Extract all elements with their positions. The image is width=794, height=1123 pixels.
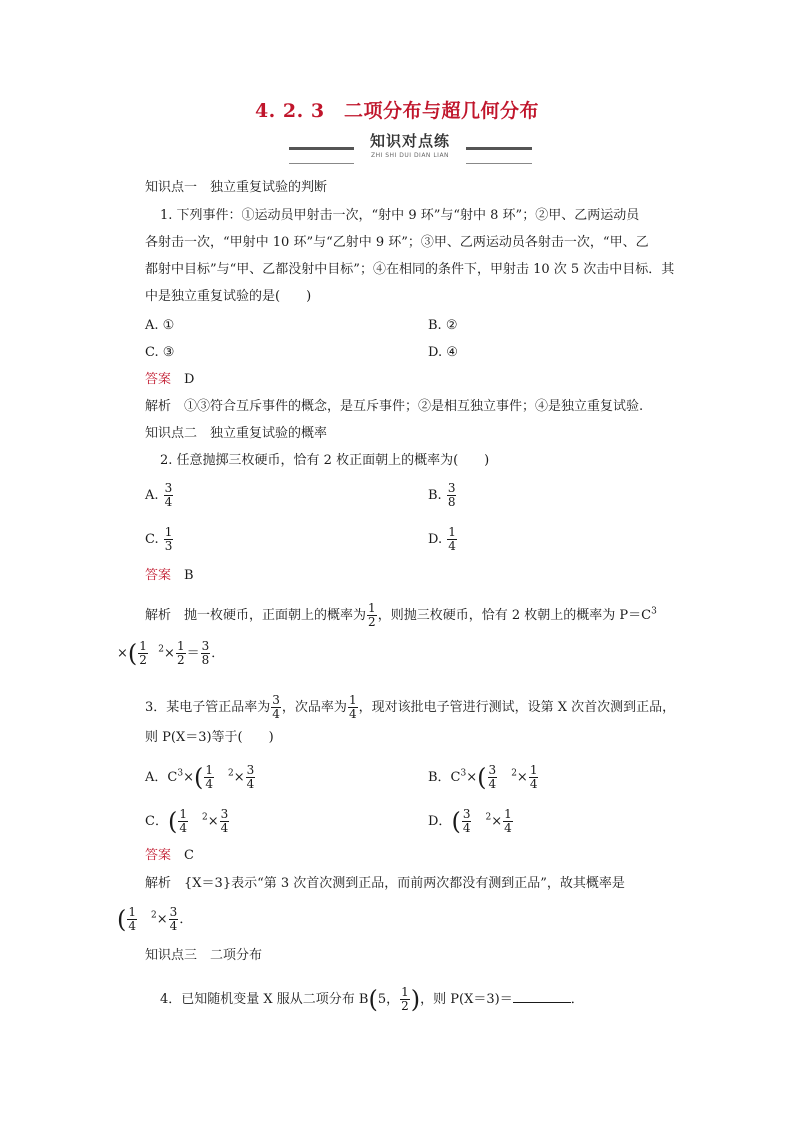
times-sign: × bbox=[491, 814, 503, 829]
denominator: 4 bbox=[488, 777, 497, 791]
answer-value: C bbox=[184, 848, 194, 863]
fraction bbox=[178, 808, 188, 835]
times-sign: × bbox=[516, 770, 528, 785]
numerator: 3 bbox=[246, 763, 255, 777]
fraction bbox=[271, 694, 281, 721]
times-sign: × bbox=[183, 770, 194, 785]
superscript: 3 bbox=[460, 768, 467, 779]
stem-text: 3．某电子管正品率为 bbox=[145, 700, 271, 715]
fraction-result bbox=[201, 640, 211, 667]
q3-option-a bbox=[145, 764, 256, 791]
fraction bbox=[220, 808, 230, 835]
superscript: 2 bbox=[228, 768, 234, 779]
superscript: 2 bbox=[151, 910, 157, 921]
denominator: 4 bbox=[128, 919, 137, 933]
denominator: 4 bbox=[529, 777, 538, 791]
analysis-label: 解析 bbox=[145, 399, 172, 414]
numerator: 1 bbox=[139, 639, 147, 653]
times-sign: × bbox=[156, 912, 168, 927]
q1-option-d: D. ④ bbox=[428, 345, 458, 360]
numerator: 1 bbox=[348, 693, 357, 707]
q2-stem: 2. 任意抛掷三枚硬币，恰有 2 枚正面朝上的概率为( ) bbox=[160, 453, 490, 468]
denominator: 4 bbox=[205, 777, 213, 791]
analysis-label: 解析 bbox=[145, 876, 172, 891]
denominator: 4 bbox=[448, 539, 456, 553]
answer-label: 答案 bbox=[145, 372, 172, 387]
q3-option-c bbox=[145, 808, 230, 835]
analysis-label: 解析 bbox=[145, 608, 172, 623]
section-banner bbox=[289, 130, 532, 166]
stem-text: ，次品率为 bbox=[281, 700, 347, 715]
answer-label: 答案 bbox=[145, 848, 172, 863]
fraction-half bbox=[367, 602, 377, 629]
denominator: 8 bbox=[447, 495, 456, 509]
superscript: 3 bbox=[651, 606, 657, 617]
q2-analysis-row-2: ×( $\frac{1}{2}$ $^2$× $\frac{1}{2}$ ＝ $\frac{3}{8}$ ． bbox=[117, 639, 225, 668]
numerator: 3 bbox=[169, 905, 178, 919]
page-title: 4. 2. 3 二项分布与超几何分布 bbox=[254, 100, 540, 122]
period: ． bbox=[570, 992, 584, 1007]
q2-answer-row bbox=[145, 568, 194, 584]
analysis-text: 抛一枚硬币，正面朝上的概率为 bbox=[184, 608, 367, 623]
fraction bbox=[164, 482, 174, 509]
option-label: B. bbox=[428, 488, 442, 503]
numerator: 1 bbox=[164, 525, 173, 539]
denominator: 2 bbox=[368, 615, 376, 629]
denominator: 4 bbox=[272, 707, 280, 721]
numerator: 1 bbox=[176, 639, 185, 653]
superscript: 2 bbox=[158, 644, 165, 655]
denominator: 4 bbox=[246, 777, 255, 791]
answer-blank[interactable] bbox=[513, 990, 571, 1003]
superscript: 2 bbox=[511, 768, 517, 779]
fraction bbox=[400, 986, 410, 1013]
period: ． bbox=[211, 646, 225, 661]
q2-analysis-row bbox=[145, 602, 657, 629]
q3-option-b bbox=[428, 764, 539, 791]
section-heading-3: 知识点三 二项分布 bbox=[145, 948, 263, 963]
left-paren: ( bbox=[477, 763, 487, 792]
denominator: 3 bbox=[164, 539, 173, 553]
superscript: 2 bbox=[485, 812, 492, 823]
answer-label: 答案 bbox=[145, 568, 172, 583]
option-label: C. bbox=[145, 532, 159, 547]
stem-text: ，则 P(X＝3)＝ bbox=[420, 992, 513, 1007]
q3-analysis-row bbox=[145, 876, 625, 892]
fraction-half bbox=[176, 640, 186, 667]
numerator: 1 bbox=[179, 807, 187, 821]
numerator: 1 bbox=[504, 807, 512, 821]
option-label: C． bbox=[145, 814, 168, 829]
q2-option-a bbox=[145, 482, 174, 509]
numerator: 1 bbox=[368, 601, 376, 615]
denominator: 2 bbox=[176, 653, 185, 667]
left-paren: ( bbox=[451, 807, 461, 836]
numerator: 1 bbox=[128, 905, 137, 919]
q1-option-c: C. ③ bbox=[145, 345, 175, 360]
q1-line-3: 都射中目标”与“甲、乙都没射中目标”；④在相同的条件下，甲射击 10 次 5 次击中目标．其 bbox=[145, 262, 675, 277]
denominator: 2 bbox=[139, 653, 147, 667]
q1-answer-row bbox=[145, 372, 194, 388]
numerator: 3 bbox=[201, 639, 210, 653]
analysis-text: ，则抛三枚硬币，恰有 2 枚朝上的概率为 P＝C bbox=[377, 608, 652, 623]
numerator: 1 bbox=[205, 763, 213, 777]
option-label: D. bbox=[428, 532, 443, 547]
q3-answer-row bbox=[145, 848, 194, 864]
banner-sub-text: ZHI SHI DUI DIAN LIAN bbox=[370, 152, 450, 159]
fraction bbox=[462, 808, 472, 835]
analysis-text: {X＝3}表示“第 3 次首次测到正品，而前两次都没有测到正品”，故其概率是 bbox=[184, 876, 625, 891]
period: ． bbox=[179, 912, 193, 927]
denominator: 4 bbox=[164, 495, 173, 509]
banner-main-text: 知识对点练 bbox=[369, 132, 450, 150]
banner-label-box bbox=[354, 130, 466, 164]
section-heading-1: 知识点一 独立重复试验的判断 bbox=[145, 180, 328, 195]
times-sign: × bbox=[207, 814, 219, 829]
stem-text: ，现对该批电子管进行测试，设第 X 次首次测到正品， bbox=[358, 700, 676, 715]
numerator: 3 bbox=[462, 807, 471, 821]
q1-line-4: 中是独立重复试验的是( ) bbox=[145, 289, 312, 304]
denominator: 4 bbox=[504, 821, 512, 835]
numerator: 1 bbox=[401, 985, 409, 999]
q2-option-d bbox=[428, 526, 458, 553]
section-heading-2: 知识点二 独立重复试验的概率 bbox=[145, 426, 328, 441]
fraction bbox=[503, 808, 513, 835]
numerator: 3 bbox=[164, 481, 173, 495]
fraction bbox=[169, 906, 179, 933]
denominator: 4 bbox=[220, 821, 229, 835]
denominator: 2 bbox=[401, 999, 409, 1013]
stem-text: 4．已知随机变量 X 服从二项分布 B bbox=[160, 992, 369, 1007]
fraction bbox=[488, 764, 498, 791]
q3-analysis-row-2 bbox=[117, 906, 192, 933]
q4-stem bbox=[160, 986, 584, 1013]
left-paren: ( bbox=[167, 807, 178, 836]
answer-value: B bbox=[184, 568, 194, 583]
fraction bbox=[127, 906, 137, 933]
q1-analysis-row bbox=[145, 399, 643, 415]
superscript: 3 bbox=[177, 768, 184, 779]
fraction bbox=[204, 764, 214, 791]
times-sign: × bbox=[466, 770, 478, 785]
q1-line-2: 各射击一次，“甲射中 10 环”与“乙射中 9 环”；③甲、乙两运动员各射击一次，“甲、乙 bbox=[145, 235, 649, 250]
times-sign: × bbox=[233, 770, 245, 785]
left-paren: ( bbox=[127, 639, 138, 668]
numerator: 1 bbox=[448, 525, 456, 539]
denominator: 4 bbox=[179, 821, 187, 835]
numerator: 3 bbox=[220, 807, 229, 821]
denominator: 4 bbox=[348, 707, 357, 721]
fraction bbox=[348, 694, 358, 721]
option-label: A．C bbox=[145, 770, 178, 785]
times-sign: × bbox=[164, 646, 175, 661]
q1-line-1: 1. 下列事件：①运动员甲射击一次，“射中 9 环”与“射中 8 环”；②甲、乙两运动员 bbox=[160, 208, 640, 223]
analysis-text: ①③符合互斥事件的概念，是互斥事件；②是相互独立事件；④是独立重复试验. bbox=[184, 399, 644, 414]
denominator: 4 bbox=[462, 821, 471, 835]
option-label: B．C bbox=[428, 770, 461, 785]
stem-text: 5， bbox=[377, 992, 400, 1007]
fraction bbox=[529, 764, 539, 791]
numerator: 3 bbox=[488, 763, 497, 777]
fraction bbox=[447, 482, 457, 509]
fraction bbox=[447, 526, 457, 553]
times-sign: × bbox=[117, 646, 128, 661]
denominator: 4 bbox=[169, 919, 178, 933]
option-label: A. bbox=[145, 488, 159, 503]
fraction-half bbox=[138, 640, 148, 667]
q3-stem bbox=[145, 694, 675, 721]
denominator: 8 bbox=[201, 653, 210, 667]
q2-option-b bbox=[428, 482, 457, 509]
numerator: 3 bbox=[447, 481, 456, 495]
q3-option-d bbox=[428, 808, 514, 835]
superscript: 2 bbox=[201, 812, 208, 823]
q1-option-b: B. ② bbox=[428, 318, 458, 333]
q2-option-c bbox=[145, 526, 174, 553]
q3-stem-line-2: 则 P(X＝3)等于( ) bbox=[145, 730, 274, 745]
left-paren: ( bbox=[193, 763, 204, 792]
numerator: 1 bbox=[529, 763, 538, 777]
left-paren: ( bbox=[368, 985, 378, 1014]
left-paren: ( bbox=[117, 905, 127, 934]
fraction bbox=[164, 526, 174, 553]
q1-option-a: A. ① bbox=[145, 318, 175, 333]
fraction bbox=[246, 764, 256, 791]
numerator: 3 bbox=[272, 693, 280, 707]
option-label: D． bbox=[428, 814, 452, 829]
answer-value: D bbox=[184, 372, 195, 387]
right-paren: ) bbox=[410, 985, 421, 1014]
